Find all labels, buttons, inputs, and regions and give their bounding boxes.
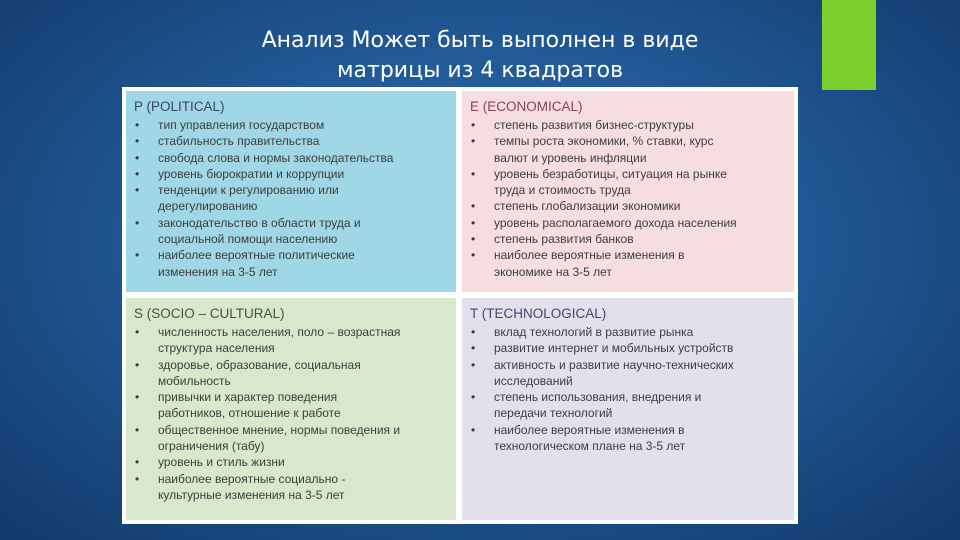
list-item-line: социальной помощи населению	[158, 232, 338, 247]
list-item	[470, 389, 786, 422]
list-item-line: • наиболее вероятные социально -	[158, 471, 346, 486]
list-item-line: • уровень бюрократии и коррупции	[158, 166, 345, 181]
list-item-line: • тип управления государством	[158, 118, 325, 132]
political-list	[134, 117, 448, 280]
list-item	[470, 324, 786, 340]
list-item-line: • степень развития банков	[494, 232, 634, 247]
technological-heading: T (TECHNOLOGICAL)	[470, 306, 607, 321]
list-item	[134, 215, 448, 248]
list-item-line: • темпы роста экономики, % ставки, курс	[494, 134, 714, 149]
list-item-line: экономике на 3-5 лет	[494, 264, 612, 279]
list-item	[134, 247, 448, 280]
list-item-line: • свобода слова и нормы законодательства	[158, 150, 394, 165]
list-item	[134, 150, 448, 166]
list-item-line: • наиболее вероятные изменения в	[494, 248, 685, 263]
list-item	[134, 389, 448, 422]
slide-title-line-2: матрицы из 4 квадратов	[336, 58, 624, 83]
list-item-line: • стабильность правительства	[158, 134, 320, 149]
list-item-line: • законодательство в области труда и	[158, 215, 361, 230]
list-item	[134, 422, 448, 455]
list-item-line: • здоровье, образование, социальная	[158, 357, 361, 372]
list-item-line: • развитие интернет и мобильных устройств	[494, 341, 734, 356]
socio-cultural-quadrant	[126, 298, 456, 520]
slide-title-line-1: Анализ Может быть выполнен в виде	[261, 28, 699, 53]
list-item	[134, 454, 448, 470]
slide-title	[180, 26, 780, 86]
list-item-line: • уровень безработицы, ситуация на рынке	[494, 166, 727, 181]
list-item	[134, 471, 448, 504]
list-item-line: • вклад технологий в развитие рынка	[494, 325, 694, 339]
list-item-line: технологическом плане на 3-5 лет	[494, 439, 686, 454]
list-item-line: дерегулированию	[158, 199, 258, 214]
economical-quadrant	[462, 91, 794, 292]
technological-list	[470, 324, 786, 454]
list-item-line: работников, отношение к работе	[158, 406, 341, 421]
list-item-line: передачи технологий	[494, 406, 613, 421]
list-item-line: • численность населения, поло – возрастная	[158, 325, 401, 339]
list-item	[470, 340, 786, 356]
list-item	[470, 133, 786, 166]
list-item	[470, 247, 786, 280]
list-item-line: • активность и развитие научно-технических	[494, 357, 734, 372]
economical-heading: E (ECONOMICAL)	[470, 99, 583, 114]
list-item-line: • привычки и характер поведения	[158, 390, 338, 405]
list-item-line: • наиболее вероятные политические	[158, 248, 355, 263]
technological-quadrant	[462, 298, 794, 520]
socio-cultural-list	[134, 324, 448, 503]
list-item	[470, 117, 786, 133]
list-item-line: культурные изменения на 3-5 лет	[158, 487, 345, 502]
list-item	[470, 198, 786, 214]
list-item-line: структура населения	[158, 341, 275, 356]
list-item	[470, 231, 786, 247]
list-item-line: • общественное мнение, нормы поведения и	[158, 422, 401, 437]
list-item	[134, 357, 448, 390]
list-item	[470, 215, 786, 231]
list-item	[134, 166, 448, 182]
list-item-line: • степень использования, внедрения и	[494, 390, 702, 405]
list-item	[134, 133, 448, 149]
list-item-line: исследований	[494, 373, 573, 388]
list-item-line: • тенденции к регулированию или	[158, 183, 339, 198]
list-item	[134, 324, 448, 357]
economical-list	[470, 117, 786, 280]
political-heading: P (POLITICAL)	[134, 99, 225, 114]
list-item-line: • степень глобализации экономики	[494, 199, 681, 214]
list-item-line: • степень развития бизнес-структуры	[494, 118, 694, 132]
accent-bar	[822, 0, 876, 90]
list-item-line: • уровень и стиль жизни	[158, 455, 285, 470]
list-item	[134, 182, 448, 215]
list-item-line: • наиболее вероятные изменения в	[494, 422, 685, 437]
list-item	[134, 117, 448, 133]
political-quadrant	[126, 91, 456, 292]
list-item-line: изменения на 3-5 лет	[158, 264, 278, 279]
list-item-line: мобильность	[158, 373, 231, 388]
list-item	[470, 166, 786, 199]
list-item-line: валют и уровень инфляции	[494, 150, 647, 165]
pest-matrix	[122, 87, 798, 524]
list-item	[470, 357, 786, 390]
list-item-line: труда и стоимость труда	[494, 183, 631, 198]
socio-cultural-heading: S (SOCIO – CULTURAL)	[134, 306, 285, 321]
list-item-line: ограничения (табу)	[158, 439, 265, 454]
list-item-line: • уровень располагаемого дохода населения	[494, 215, 737, 230]
list-item	[470, 422, 786, 455]
